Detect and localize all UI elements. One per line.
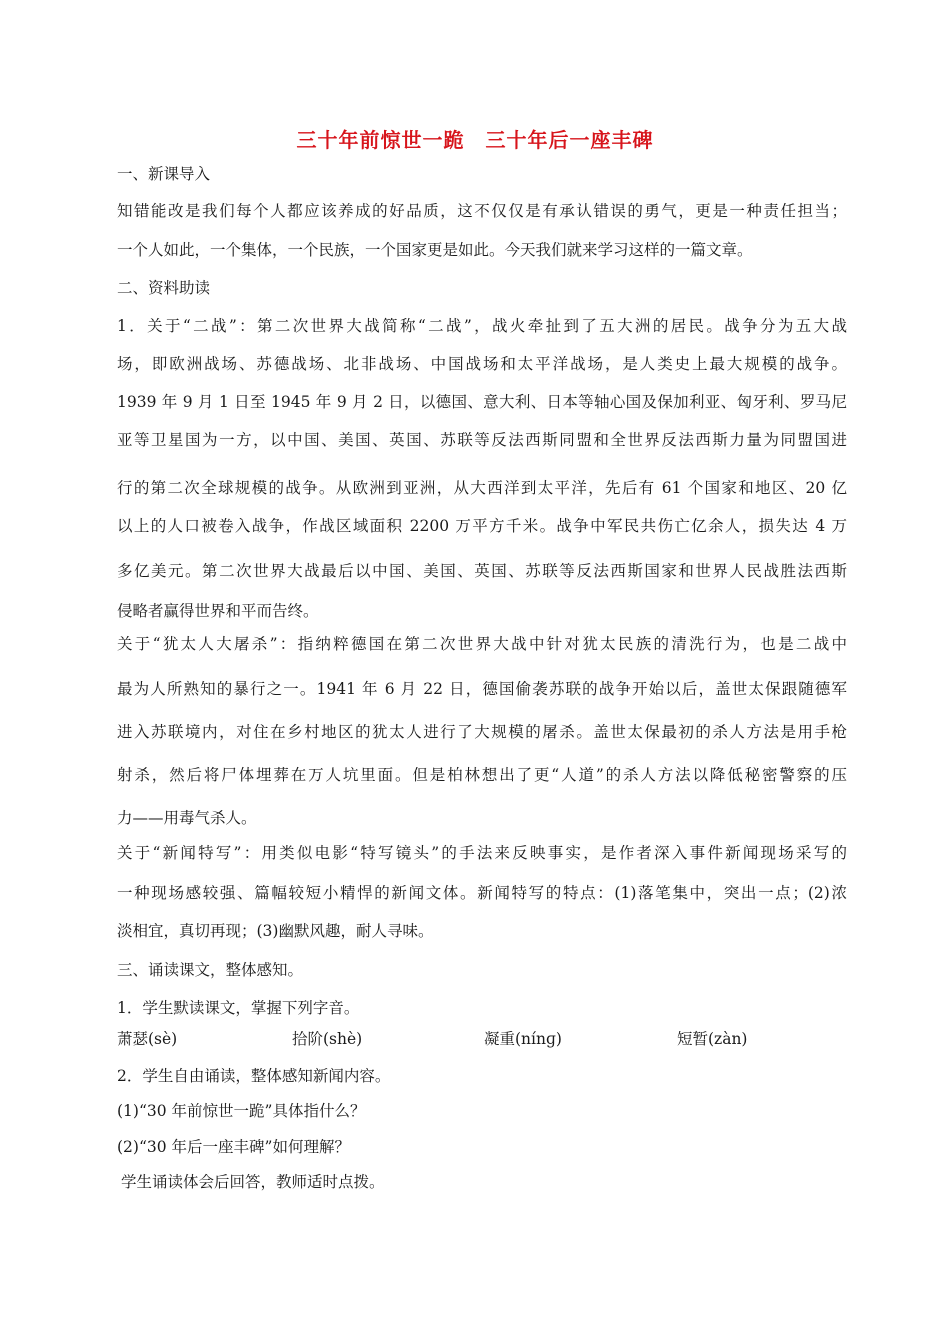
pronunciation-3: 凝重(nínɡ): [484, 1030, 562, 1048]
holocaust-line-4: 射杀，然后将尸体埋葬在万人坑里面。但是柏林想出了更“人道”的杀人方法以降低秘密警察的压: [117, 766, 847, 784]
ww2-line-2: 场，即欧洲战场、苏德战场、北非战场、中国战场和太平洋战场，是人类史上最大规模的战争。: [117, 355, 847, 373]
ww2-line-6: 以上的人口被卷入战争，作战区域面积 2200 万平方千米。战争中军民共伤亡亿余人，损失达 4 万: [117, 517, 847, 535]
ww2-line-1: 1．关于“二战”：第二次世界大战简称“二战”，战火牵扯到了五大洲的居民。战争分为五大战: [117, 317, 847, 335]
section-heading-intro: 一、新课导入: [117, 165, 211, 183]
intro-line-2: 一个人如此，一个集体，一个民族，一个国家更是如此。今天我们就来学习这样的一篇文章。: [117, 241, 753, 259]
document-title: 三十年前惊世一跪 三十年后一座丰碑: [296, 128, 654, 152]
ww2-line-7: 多亿美元。第二次世界大战最后以中国、美国、英国、苏联等反法西斯国家和世界人民战胜法西斯: [117, 562, 847, 580]
feature-line-2: 一种现场感较强、篇幅较短小精悍的新闻文体。新闻特写的特点：(1)落笔集中，突出一点；(2)浓: [117, 884, 847, 902]
pronunciation-2: 拾阶(shè): [292, 1030, 363, 1048]
pronunciation-1: 萧瑟(sè): [117, 1030, 178, 1048]
ww2-line-5: 行的第二次全球规模的战争。从欧洲到亚洲，从大西洋到太平洋，先后有 61 个国家和地区、20 亿: [117, 479, 847, 497]
ww2-line-4: 亚等卫星国为一方，以中国、美国、英国、苏联等反法西斯同盟和全世界反法西斯力量为同盟国进: [117, 431, 847, 449]
holocaust-line-3: 进入苏联境内，对住在乡村地区的犹太人进行了大规模的屠杀。盖世太保最初的杀人方法是用手枪: [117, 723, 847, 741]
feature-line-3: 淡相宜，真切再现；(3)幽默风趣，耐人寻味。: [117, 922, 434, 940]
section-heading-reading: 二、资料助读: [117, 279, 211, 297]
holocaust-line-1: 关于“犹太人大屠杀”：指纳粹德国在第二次世界大战中针对犹太民族的清洗行为，也是二战中: [117, 635, 847, 653]
ww2-line-3: 1939 年 9 月 1 日至 1945 年 9 月 2 日，以德国、意大利、日本等轴心国及保加利亚、匈牙利、罗马尼: [117, 393, 847, 411]
closing-note: 学生诵读体会后回答，教师适时点拨。: [121, 1173, 385, 1191]
holocaust-line-5: 力——用毒气杀人。: [117, 809, 257, 827]
holocaust-line-2: 最为人所熟知的暴行之一。1941 年 6 月 22 日，德国偷袭苏联的战争开始以后，盖世太保跟随德军: [117, 680, 847, 698]
recite-item-1: 1．学生默读课文，掌握下列字音。: [117, 999, 360, 1017]
question-2: (2)“30 年后一座丰碑”如何理解？: [117, 1138, 350, 1156]
ww2-line-8: 侵略者赢得世界和平而告终。: [117, 602, 319, 620]
pronunciation-4: 短暂(zàn): [677, 1030, 748, 1048]
recite-item-2: 2．学生自由诵读，整体感知新闻内容。: [117, 1067, 391, 1085]
section-heading-recite: 三、诵读课文，整体感知。: [117, 961, 304, 979]
feature-line-1: 关于“新闻特写”：用类似电影“特写镜头”的手法来反映事实，是作者深入事件新闻现场采写的: [117, 844, 847, 862]
question-1: (1)“30 年前惊世一跪”具体指什么？: [117, 1102, 366, 1120]
pronunciation-row: [117, 1029, 847, 1049]
intro-line-1: 知错能改是我们每个人都应该养成的好品质，这不仅仅是有承认错误的勇气，更是一种责任担当；: [117, 202, 847, 220]
